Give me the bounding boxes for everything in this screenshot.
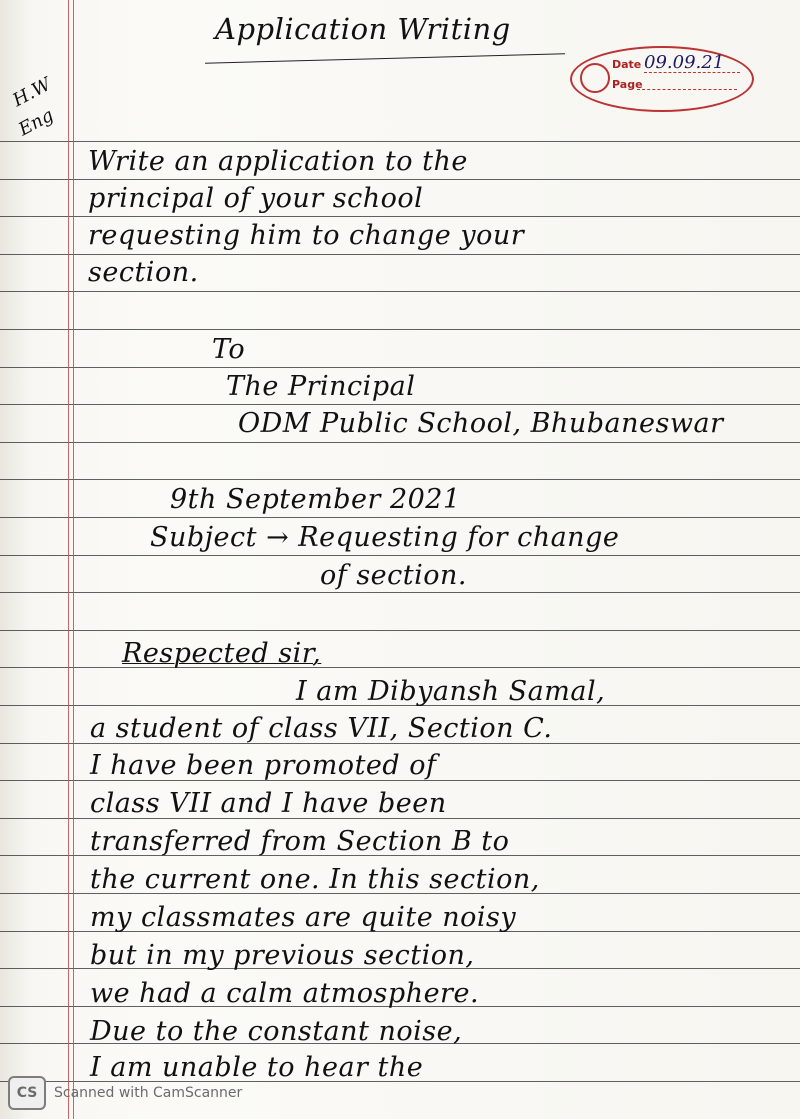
ruled-line <box>0 479 800 480</box>
page-line <box>637 89 737 90</box>
page-title: Application Writing <box>215 12 511 46</box>
side-note-subject: Eng <box>15 104 58 141</box>
body-line-2: a student of class VII, Section C. <box>90 713 553 744</box>
ruled-line <box>0 555 800 556</box>
page-label: Page <box>612 78 643 91</box>
ruled-line <box>0 367 800 368</box>
camscanner-logo-icon: CS <box>8 1076 46 1110</box>
subject-line-2: of section. <box>320 560 467 591</box>
body-line-9: we had a calm atmosphere. <box>90 978 480 1009</box>
ruled-line <box>0 517 800 518</box>
body-line-1: I am Dibyansh Samal, <box>296 676 606 707</box>
date-line <box>644 72 740 73</box>
ruled-line <box>0 442 800 443</box>
ruled-line <box>0 592 800 593</box>
question-line-3: requesting him to change your <box>88 220 525 251</box>
salutation: Respected sir, <box>122 638 322 669</box>
scanner-watermark <box>8 1076 242 1110</box>
ruled-line <box>0 630 800 631</box>
address-school: ODM Public School, Bhubaneswar <box>238 408 724 439</box>
scanner-text: Scanned with CamScanner <box>54 1085 243 1101</box>
ruled-line <box>0 667 800 668</box>
body-line-11: I am unable to hear the <box>90 1052 424 1083</box>
body-line-7: my classmates are quite noisy <box>90 902 517 933</box>
address-recipient: The Principal <box>226 371 416 402</box>
ruled-line <box>0 404 800 405</box>
body-line-3: I have been promoted of <box>90 750 437 781</box>
ruled-line <box>0 291 800 292</box>
body-line-6: the current one. In this section, <box>90 864 540 895</box>
letter-date: 9th September 2021 <box>170 484 461 515</box>
ruled-line <box>0 179 800 180</box>
date-label: Date <box>612 58 642 71</box>
subject-line-1: Subject → Requesting for change <box>150 522 620 553</box>
smiley-icon <box>580 63 610 93</box>
body-line-4: class VII and I have been <box>90 788 447 819</box>
ruled-line <box>0 254 800 255</box>
ruled-line <box>0 141 800 142</box>
ruled-line <box>0 329 800 330</box>
question-line-2: principal of your school <box>88 183 424 214</box>
title-underline <box>205 53 565 63</box>
margin-line <box>68 0 69 1119</box>
side-note-homework: H.W <box>9 73 55 112</box>
body-line-10: Due to the constant noise, <box>90 1016 463 1047</box>
date-page-stamp <box>570 46 754 112</box>
body-line-5: transferred from Section B to <box>90 826 510 857</box>
body-line-8: but in my previous section, <box>90 940 475 971</box>
address-to: To <box>212 334 246 365</box>
question-line-1: Write an application to the <box>88 146 468 177</box>
question-line-4: section. <box>88 257 199 288</box>
ruled-line <box>0 216 800 217</box>
date-value: 09.09.21 <box>644 52 725 73</box>
margin-line-inner <box>73 0 74 1119</box>
